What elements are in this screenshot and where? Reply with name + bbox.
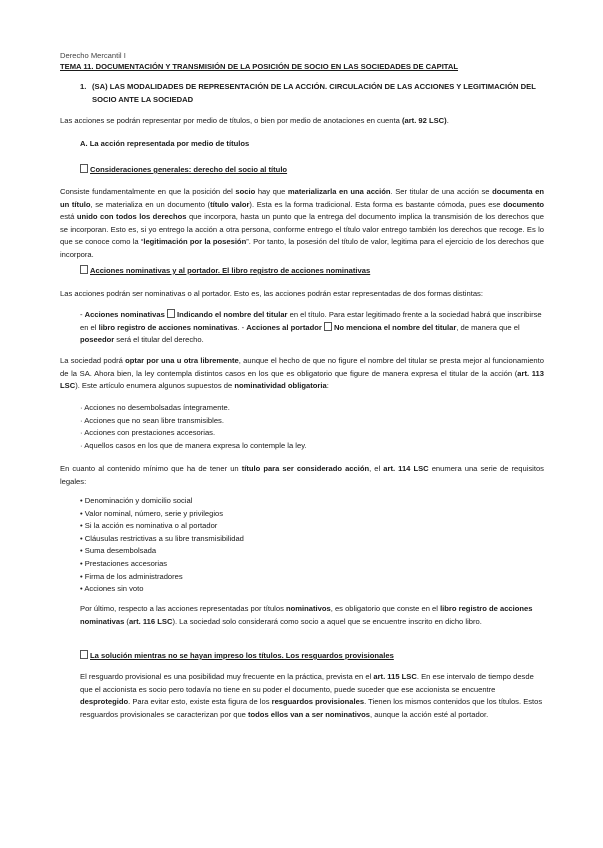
list-item: · Acciones que no sean libre transmisibles. — [80, 415, 307, 428]
list-item: • Cláusulas restrictivas a su libre transmisibilidad — [80, 533, 244, 546]
checkbox-icon — [324, 322, 332, 331]
paragraph-contenido-minimo: En cuanto al contenido mínimo que ha de tener un título para ser considerado acción, el art. 114 LSC enumera una serie de requisitos legales: — [60, 464, 544, 486]
paragraph-nominatividad: La sociedad podrá optar por una u otra libremente, aunque el hecho de que no figure el nombre del titular se presta mejor al funcionamiento de la SA. Ahora bien, la ley contempla distintos casos en los que es obligatorio que figure de manera expresa el titular de la acción (art. 113 LSC). Este artículo enumera algunos supuestos de nominatividad obligatoria: — [60, 356, 544, 391]
list-item: • Firma de los administradores — [80, 571, 244, 584]
list-item: • Si la acción es nominativa o al portador — [80, 520, 244, 533]
course-header: Derecho Mercantil I — [60, 51, 126, 60]
list-item: • Prestaciones accesorias — [80, 558, 244, 571]
checkbox-icon — [80, 650, 88, 659]
list-item: • Denominación y domicilio social — [80, 495, 244, 508]
section-1-title: (SA) LAS MODALIDADES DE REPRESENTACIÓN DE LA ACCIÓN. CIRCULACIÓN DE LAS ACCIONES Y LEGITIMACIÓN DEL SOCIO ANTE LA SOCIEDAD — [92, 82, 536, 104]
paragraph-nominativas-portador: - Acciones nominativas Indicando el nombre del titular en el título. Para estar legitimado frente a la sociedad habrá que inscribirse en el libro registro de acciones nominativas. - Acciones al portador No menciona el nombre del titular, de manera que el poseedor será el titular del derecho. — [80, 310, 542, 345]
paragraph-consideraciones: Consiste fundamentalmente en que la posición del socio hay que materializarla en una acción. Ser titular de una acción se documenta en un título, se materializa en un documento (título valor). Esta es la forma tradicional. Esta forma es bastante cómoda, pues ese documento está unido con todos los derechos que incorpora, hasta un punto que la entrega del documento implica la transmisión de los derechos que se incorporan. Esto es, si yo entrego la acción a otra persona, conforme entrego el título valor entrego también los derechos que recoge. Es lo que se conoce como la “legitimación por la posesión”. Por tanto, la posesión del título de valor, legitima para el ejercicio de los derechos que incorpora. — [60, 187, 544, 259]
list-item: · Acciones con prestaciones accesorias. — [80, 427, 307, 440]
section-nominativas: Acciones nominativas y al portador. El libro registro de acciones nominativas — [80, 265, 370, 278]
section-1-number: 1. — [80, 82, 87, 91]
section-consideraciones: Consideraciones generales: derecho del socio al título — [80, 164, 287, 177]
list-item: · Aquellos casos en los que de manera expresa lo contemple la ley. — [80, 440, 307, 453]
intro-paragraph: Las acciones se podrán representar por medio de títulos, o bien por medio de anotaciones en cuenta (art. 92 LSC). — [60, 116, 449, 125]
paragraph-tipos: Las acciones podrán ser nominativas o al portador. Esto es, las acciones podrán estar representadas de dos formas distintas: — [60, 289, 483, 298]
section-1-heading — [80, 81, 550, 106]
section-resguardos: La solución mientras no se hayan impreso los títulos. Los resguardos provisionales — [80, 650, 394, 663]
checkbox-icon — [80, 164, 88, 173]
list-item: • Valor nominal, número, serie y privilegios — [80, 508, 244, 521]
list-item: • Acciones sin voto — [80, 583, 244, 596]
list-item: · Acciones no desembolsadas íntegramente. — [80, 402, 307, 415]
subsection-a-title: A. La acción representada por medio de títulos — [80, 139, 250, 148]
tema-title: TEMA 11. DOCUMENTACIÓN Y TRANSMISIÓN DE LA POSICIÓN DE SOCIO EN LAS SOCIEDADES DE CAPITAL — [60, 62, 459, 71]
list-requisitos — [80, 495, 244, 596]
list-nominatividad — [80, 402, 307, 452]
paragraph-resguardos: El resguardo provisional es una posibilidad muy frecuente en la práctica, prevista en el art. 115 LSC. En ese intervalo de tiempo desde que el accionista es socio pero todavía no tiene en su poder el documento, puede suceder que ese accionista se encuentre desprotegido. Para evitar esto, existe esta figura de los resguardos provisionales. Tienen los mismos contenidos que los títulos. Estos resguardos provisionales se caracterizan por que todos ellos van a ser nominativos, aunque la acción esté al portador. — [80, 672, 543, 719]
checkbox-icon — [167, 309, 175, 318]
checkbox-icon — [80, 265, 88, 274]
paragraph-libro-registro: Por último, respecto a las acciones representadas por títulos nominativos, es obligatorio que conste en el libro registro de acciones nominativas (art. 116 LSC). La sociedad solo considerará como socio a aquel que se encuentre inscrito en dicho libro. — [80, 604, 533, 626]
list-item: • Suma desembolsada — [80, 545, 244, 558]
